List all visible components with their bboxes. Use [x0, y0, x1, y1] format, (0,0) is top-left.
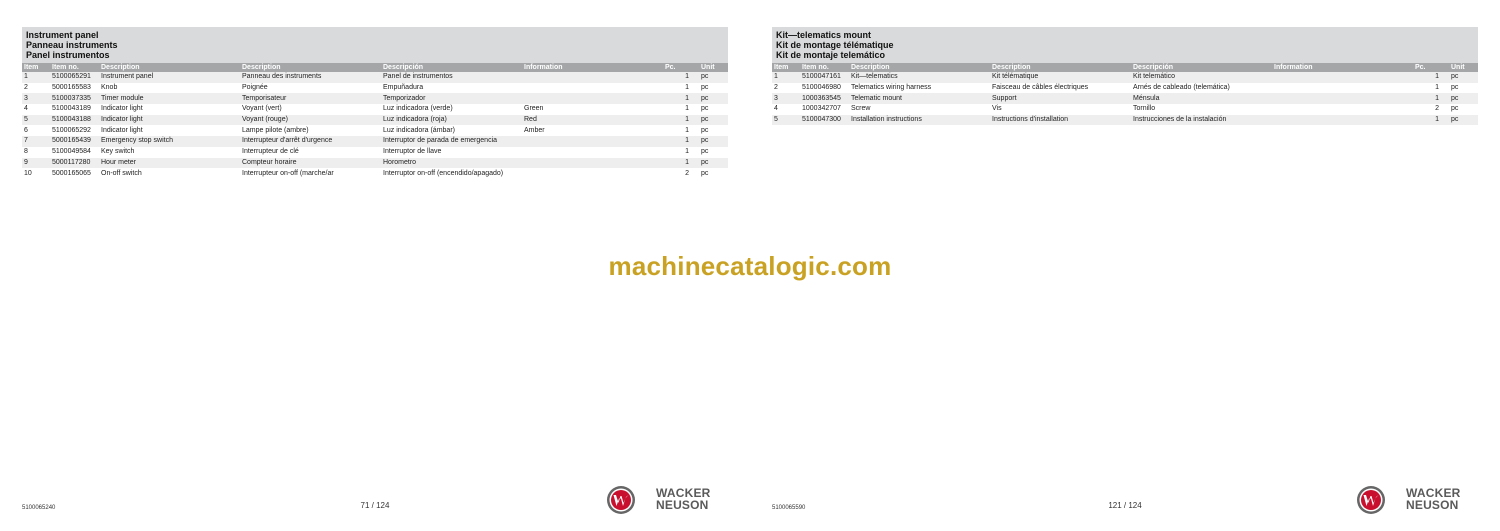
section-title-fr: Panneau instruments: [26, 40, 118, 50]
table-header-row: [22, 63, 728, 72]
cell-unit: pc: [1445, 93, 1478, 104]
brand-name-line2: NEUSON: [1406, 498, 1459, 512]
cell-desc-fr: Support: [990, 93, 1131, 104]
cell-pc: 1: [663, 136, 695, 147]
cell-desc-es: Horometro: [381, 158, 522, 169]
cell-unit: pc: [695, 115, 728, 126]
cell-info: [1272, 93, 1413, 104]
col-header-item-no: Item no.: [50, 63, 99, 72]
cell-desc-en: Telematics wiring harness: [849, 83, 990, 94]
cell-item: 7: [22, 136, 50, 147]
cell-item-no: 5100047300: [800, 115, 849, 126]
cell-desc-fr: Faisceau de câbles électriques: [990, 83, 1131, 94]
col-header-pc: Pc.: [663, 63, 695, 72]
cell-info: [522, 136, 663, 147]
cell-desc-fr: Vis: [990, 104, 1131, 115]
cell-info: Red: [522, 115, 663, 126]
cell-info: [522, 93, 663, 104]
cell-desc-en: Indicator light: [99, 104, 240, 115]
cell-unit: pc: [695, 83, 728, 94]
section-title-es: Kit de montaje telemático: [776, 50, 886, 60]
col-header-desc-fr: Description: [240, 63, 381, 72]
col-header-info: Information: [1272, 63, 1413, 72]
section-title-en: Instrument panel: [26, 30, 99, 40]
cell-desc-fr: Voyant (vert): [240, 104, 381, 115]
cell-item: 5: [22, 115, 50, 126]
table-header-row: [772, 63, 1478, 72]
cell-item: 10: [22, 168, 50, 179]
cell-item-no: 5100037335: [50, 93, 99, 104]
cell-item-no: 5100046980: [800, 83, 849, 94]
cell-desc-fr: Temporisateur: [240, 93, 381, 104]
brand-name-line2: NEUSON: [656, 498, 709, 512]
cell-desc-fr: Panneau des instruments: [240, 72, 381, 83]
section-title-en: Kit—telematics mount: [776, 30, 872, 40]
parts-panel-instrument: [22, 27, 728, 179]
cell-desc-fr: Voyant (rouge): [240, 115, 381, 126]
cell-unit: pc: [695, 104, 728, 115]
cell-pc: 1: [1413, 115, 1445, 126]
col-header-info: Information: [522, 63, 663, 72]
cell-desc-en: Telematic mount: [849, 93, 990, 104]
cell-desc-en: Emergency stop switch: [99, 136, 240, 147]
wacker-neuson-logo-icon: [606, 485, 636, 515]
cell-pc: 1: [663, 115, 695, 126]
section-title-es: Panel instrumentos: [26, 50, 110, 60]
cell-item: 1: [22, 72, 50, 83]
table-row: [22, 93, 728, 104]
cell-desc-en: Screw: [849, 104, 990, 115]
table-row: [22, 168, 728, 179]
col-header-desc-es: Descripción: [381, 63, 522, 72]
cell-item-no: 5100065292: [50, 125, 99, 136]
cell-pc: 1: [1413, 83, 1445, 94]
brand-name-line1: WACKER: [656, 486, 711, 500]
cell-item: 2: [772, 83, 800, 94]
col-header-desc-en: Description: [99, 63, 240, 72]
cell-info: [1272, 115, 1413, 126]
cell-item: 5: [772, 115, 800, 126]
cell-pc: 1: [663, 147, 695, 158]
cell-desc-en: Kit—telematics: [849, 72, 990, 83]
wacker-neuson-logo-icon: [1356, 485, 1386, 515]
cell-desc-es: Interruptor de llave: [381, 147, 522, 158]
cell-pc: 1: [663, 125, 695, 136]
cell-desc-fr: Kit télématique: [990, 72, 1131, 83]
cell-info: [522, 147, 663, 158]
cell-desc-fr: Interrupteur d'arrêt d'urgence: [240, 136, 381, 147]
cell-info: [522, 168, 663, 179]
document-number: 5100065240: [22, 505, 56, 511]
cell-item-no: 5100065291: [50, 72, 99, 83]
cell-pc: 1: [663, 104, 695, 115]
cell-info: Green: [522, 104, 663, 115]
col-header-item: Item: [772, 63, 800, 72]
cell-item-no: 5000117280: [50, 158, 99, 169]
cell-item-no: 5100043188: [50, 115, 99, 126]
cell-unit: pc: [1445, 83, 1478, 94]
cell-desc-en: Indicator light: [99, 125, 240, 136]
cell-unit: pc: [695, 147, 728, 158]
cell-desc-en: Instrument panel: [99, 72, 240, 83]
cell-desc-fr: Instructions d'installation: [990, 115, 1131, 126]
cell-desc-en: Timer module: [99, 93, 240, 104]
cell-desc-fr: Compteur horaire: [240, 158, 381, 169]
cell-desc-es: Empuñadura: [381, 83, 522, 94]
col-header-item-no: Item no.: [800, 63, 849, 72]
brand-logo: [606, 485, 731, 515]
section-title-block: [22, 27, 728, 63]
brand-name: [656, 487, 711, 511]
cell-pc: 1: [663, 93, 695, 104]
cell-item: 9: [22, 158, 50, 169]
cell-pc: 1: [663, 72, 695, 83]
cell-unit: pc: [695, 168, 728, 179]
cell-desc-es: Tornillo: [1131, 104, 1272, 115]
col-header-desc-fr: Description: [990, 63, 1131, 72]
cell-pc: 1: [663, 158, 695, 169]
col-header-desc-en: Description: [849, 63, 990, 72]
col-header-pc: Pc.: [1413, 63, 1445, 72]
brand-logo: [1356, 485, 1481, 515]
parts-panel-telematics: [772, 27, 1478, 125]
cell-desc-es: Interruptor de parada de emergencia: [381, 136, 522, 147]
cell-desc-es: Instrucciones de la instalación: [1131, 115, 1272, 126]
table-row: [22, 115, 728, 126]
cell-item: 6: [22, 125, 50, 136]
brand-name-line1: WACKER: [1406, 486, 1461, 500]
cell-desc-fr: Lampe pilote (ambre): [240, 125, 381, 136]
cell-desc-es: Luz indicadora (roja): [381, 115, 522, 126]
cell-info: [522, 83, 663, 94]
cell-info: Amber: [522, 125, 663, 136]
table-row: [772, 72, 1478, 83]
cell-desc-es: Interruptor on-off (encendido/apagado): [381, 168, 522, 179]
cell-item: 3: [772, 93, 800, 104]
cell-unit: pc: [695, 93, 728, 104]
cell-desc-es: Arnés de cableado (telemática): [1131, 83, 1272, 94]
col-header-item: Item: [22, 63, 50, 72]
cell-unit: pc: [695, 125, 728, 136]
cell-desc-fr: Interrupteur de clé: [240, 147, 381, 158]
parts-table-body: [22, 72, 728, 179]
cell-item-no: 5000165439: [50, 136, 99, 147]
cell-desc-es: Temporizador: [381, 93, 522, 104]
cell-info: [522, 72, 663, 83]
cell-item: 4: [772, 104, 800, 115]
table-row: [772, 104, 1478, 115]
table-row: [772, 83, 1478, 94]
cell-unit: pc: [695, 158, 728, 169]
cell-item-no: 1000342707: [800, 104, 849, 115]
table-row: [22, 72, 728, 83]
col-header-desc-es: Descripción: [1131, 63, 1272, 72]
cell-unit: pc: [695, 136, 728, 147]
cell-desc-es: Panel de instrumentos: [381, 72, 522, 83]
parts-table: [772, 63, 1478, 125]
cell-item: 2: [22, 83, 50, 94]
section-title-block: [772, 27, 1478, 63]
table-row: [22, 147, 728, 158]
cell-info: [522, 158, 663, 169]
section-title-fr: Kit de montage télématique: [776, 40, 894, 50]
cell-desc-en: Knob: [99, 83, 240, 94]
cell-item-no: 5100049584: [50, 147, 99, 158]
cell-item: 4: [22, 104, 50, 115]
cell-item-no: 5000165583: [50, 83, 99, 94]
cell-desc-es: Luz indicadora (verde): [381, 104, 522, 115]
table-row: [772, 93, 1478, 104]
cell-item-no: 5100047161: [800, 72, 849, 83]
brand-name: [1406, 487, 1461, 511]
table-row: [22, 158, 728, 169]
cell-unit: pc: [1445, 115, 1478, 126]
cell-pc: 1: [1413, 93, 1445, 104]
cell-desc-en: Key switch: [99, 147, 240, 158]
cell-item: 1: [772, 72, 800, 83]
cell-desc-fr: Poignée: [240, 83, 381, 94]
page-number: 71 / 124: [360, 501, 390, 510]
cell-item-no: 1000363545: [800, 93, 849, 104]
cell-info: [1272, 72, 1413, 83]
col-header-unit: Unit: [1445, 63, 1478, 72]
cell-pc: 2: [1413, 104, 1445, 115]
table-row: [22, 104, 728, 115]
table-row: [22, 83, 728, 94]
parts-table: [22, 63, 728, 179]
table-row: [22, 136, 728, 147]
cell-desc-en: Indicator light: [99, 115, 240, 126]
cell-desc-es: Ménsula: [1131, 93, 1272, 104]
watermark-text: machinecatalogic.com: [608, 251, 892, 281]
cell-pc: 2: [663, 168, 695, 179]
cell-desc-es: Kit telemático: [1131, 72, 1272, 83]
cell-unit: pc: [1445, 104, 1478, 115]
col-header-unit: Unit: [695, 63, 728, 72]
page-number: 121 / 124: [1108, 501, 1142, 510]
cell-unit: pc: [1445, 72, 1478, 83]
parts-table-body: [772, 72, 1478, 125]
document-number: 5100065590: [772, 505, 806, 511]
cell-pc: 1: [1413, 72, 1445, 83]
cell-desc-en: Installation instructions: [849, 115, 990, 126]
cell-desc-en: On-off switch: [99, 168, 240, 179]
cell-desc-fr: Interrupteur on-off (marche/ar: [240, 168, 381, 179]
cell-item: 3: [22, 93, 50, 104]
cell-item: 8: [22, 147, 50, 158]
table-row: [22, 125, 728, 136]
cell-info: [1272, 83, 1413, 94]
cell-item-no: 5000165065: [50, 168, 99, 179]
cell-desc-es: Luz indicadora (ámbar): [381, 125, 522, 136]
cell-desc-en: Hour meter: [99, 158, 240, 169]
table-row: [772, 115, 1478, 126]
cell-pc: 1: [663, 83, 695, 94]
cell-unit: pc: [695, 72, 728, 83]
cell-info: [1272, 104, 1413, 115]
cell-item-no: 5100043189: [50, 104, 99, 115]
